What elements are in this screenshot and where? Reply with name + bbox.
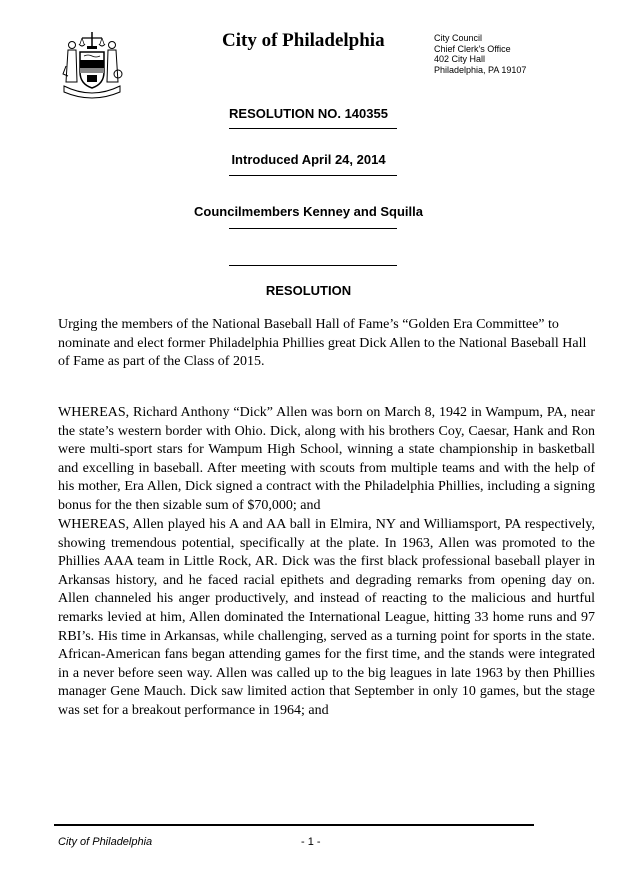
resolution-summary: Urging the members of the National Baseball Hall of Fame’s “Golden Era Committee” to nominate and elect former Philadelphia Phillies great Dick Allen to the National Baseball Hall of Fame as part of the Class of 2015.	[58, 317, 587, 370]
divider	[229, 228, 397, 229]
address-block	[434, 33, 526, 75]
resolution-number: RESOLUTION NO. 140355	[229, 106, 388, 121]
divider	[229, 265, 397, 266]
footer-divider	[54, 824, 534, 826]
address-line: City Council	[434, 33, 483, 43]
address-line: Chief Clerk's Office	[434, 43, 511, 54]
whereas-paragraph: WHEREAS, Allen played his A and AA ball in Elmira, NY and Williamsport, PA respectively, showing tremendous potential, specifically at the plate. In 1963, Allen was promoted to the Phillies AAA team in Little Rock, AR. Dick was the first black professional baseball player in Arkansas history, and he faced racial epithets and degrading remarks from opening day on. Allen channeled his anger productively, and instead of reacting to the malicious and hurtful remarks levied at him, Allen dominated the International League, hitting 33 home runs and 97 RBI’s. His time in Arkansas, while challenging, served as a turning point for sports in the state. African-American fans began attending games for the first time, and the stands were integrated in a never before seen way. Allen was called up to the big leagues in late 1963 by then Phillies manager Gene Mauch. Dick saw limited action that September in only 10 games, but the stage was set for a breakout performance in 1964; and	[58, 517, 595, 718]
city-seal-icon	[60, 30, 124, 102]
resolution-heading: RESOLUTION	[265, 283, 352, 298]
sponsors: Councilmembers Kenney and Squilla	[194, 204, 423, 219]
footer-city: City of Philadelphia	[58, 836, 153, 848]
city-title: City of Philadelphia	[222, 30, 385, 51]
page-number: - 1 -	[301, 836, 321, 848]
address-line: 402 City Hall	[434, 54, 486, 64]
whereas-paragraph: WHEREAS, Richard Anthony “Dick” Allen was born on March 8, 1942 in Wampum, PA, near the state’s western border with Ohio. Dick, along with his brothers Coy, Caesar, Hank and Ron were multi-sport stars for Wampum High School, winning a state championship in basketball and excelling in baseball. After meeting with scouts from multiple teams and with the help of his mother, Era Allen, Dick signed a contract with the Philadelphia Phillies, including a signing bonus for the then sizable sum of $70,000; and	[58, 405, 595, 513]
introduced-date: Introduced April 24, 2014	[231, 152, 386, 167]
divider	[229, 128, 397, 129]
divider	[229, 175, 397, 176]
address-line: Philadelphia, PA 19107	[434, 64, 527, 75]
